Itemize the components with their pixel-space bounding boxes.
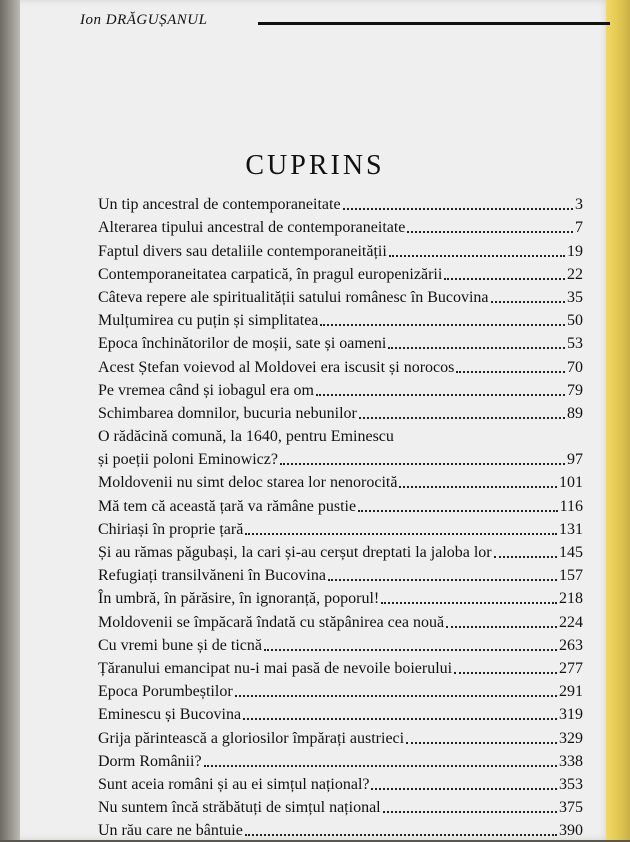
- toc-entry: [98, 587, 583, 610]
- toc-entry-page: 35: [567, 288, 583, 306]
- toc-entry-title: Cu vremi bune și de ticnă: [98, 636, 262, 654]
- toc-entry-title: Și au rămas păgubași, la cari și-au cerșut dreptati la jaloba lor: [98, 544, 492, 561]
- toc-entry: [98, 309, 583, 332]
- header-rule: [258, 22, 610, 25]
- dot-leader: [343, 208, 573, 210]
- toc-entry-title: Schimbarea domnilor, bucuria nebunilor: [98, 404, 357, 422]
- dot-leader: [320, 324, 565, 326]
- page-edges: [606, 0, 630, 840]
- toc-entry-title: Dorm Românii?: [98, 752, 202, 770]
- toc-entry-title: Un rău care ne bântuie: [98, 822, 243, 840]
- toc-entry: [98, 471, 583, 494]
- toc-entry-title: Țăranului emancipat nu-i mai pasă de nevoile boierului: [98, 659, 453, 677]
- toc-entry-title: Contemporaneitatea carpatică, în pragul europenizării: [98, 265, 443, 283]
- toc-entry: [98, 796, 583, 819]
- toc-entry-page: 79: [567, 381, 583, 399]
- toc-entry: [98, 286, 583, 309]
- toc-entry-page: 116: [559, 497, 583, 515]
- dot-leader: [444, 278, 565, 280]
- toc-entry-page: 50: [567, 312, 583, 330]
- dot-leader: [491, 301, 565, 303]
- toc-entry: [98, 355, 583, 378]
- dot-leader: [243, 718, 557, 720]
- toc-entry-page: 53: [567, 335, 583, 353]
- toc-entry-title: Grija părintească a gloriosilor împărați austrieci: [98, 729, 405, 747]
- dot-leader: [245, 533, 557, 535]
- toc-entry: [98, 239, 583, 262]
- toc-entry: [98, 494, 583, 517]
- dot-leader: [446, 626, 557, 628]
- toc-entry-page: 19: [567, 242, 583, 260]
- author-name: Ion DRĂGUȘANUL: [80, 12, 208, 28]
- toc-entry: [98, 610, 583, 633]
- toc-entry: [98, 216, 583, 239]
- toc-entry-page: 277: [559, 659, 583, 677]
- book-spine-shadow: [0, 0, 20, 840]
- toc-entry: [98, 448, 583, 471]
- toc-entry: [98, 680, 583, 703]
- toc-entry-title: și poeții poloni Eminowicz?: [98, 451, 278, 469]
- toc-entry-title: Nu suntem încă străbătuți de simțul național: [98, 799, 381, 817]
- toc-entry-page: 89: [567, 404, 583, 422]
- toc-entry: [98, 634, 583, 657]
- toc-entry: [98, 726, 583, 749]
- dot-leader: [316, 394, 565, 396]
- toc-entry-page: 263: [559, 636, 583, 654]
- dot-leader: [204, 765, 557, 767]
- dot-leader: [245, 834, 557, 836]
- toc-entry-page: 97: [567, 451, 583, 469]
- toc-entry: [98, 518, 583, 541]
- toc-entry: [98, 703, 583, 726]
- toc-entry-title: Epoca închinătorilor de moșii, sate și oameni: [98, 335, 387, 353]
- running-header: [80, 10, 610, 34]
- toc-entry-page: 224: [559, 613, 583, 631]
- toc-entry-title: Moldovenii se împăcară îndată cu stăpânirea cea nouă: [98, 613, 445, 631]
- toc-entry: [98, 263, 583, 286]
- toc-entry-page: 101: [559, 474, 583, 492]
- dot-leader: [456, 371, 565, 373]
- dot-leader: [388, 347, 565, 349]
- toc-entry-title: În umbră, în părăsire, în ignoranță, poporul!: [98, 590, 380, 608]
- toc-entry-title: Acest Ștefan voievod al Moldovei era iscusit și norocos: [98, 358, 455, 376]
- table-of-contents: [98, 193, 583, 842]
- toc-entry: [98, 773, 583, 796]
- toc-entry-page: 7: [575, 219, 583, 237]
- toc-entry-title: Refugiați transilvăneni în Bucovina: [98, 567, 326, 585]
- dot-leader: [389, 255, 565, 257]
- toc-entry-title: Chiriași în proprie țară: [98, 520, 244, 538]
- toc-entry-page: 22: [567, 265, 583, 283]
- dot-leader: [328, 579, 557, 581]
- toc-entry-title: Faptul divers sau detaliile contemporaneității: [98, 242, 387, 260]
- dot-leader: [371, 788, 557, 790]
- toc-entry-page: 390: [559, 822, 583, 840]
- toc-entry: [98, 425, 583, 448]
- toc-entry-title: Eminescu și Bucovina: [98, 706, 242, 724]
- dot-leader: [383, 811, 557, 813]
- toc-entry-title: Un tip ancestral de contemporaneitate: [98, 196, 341, 214]
- dot-leader: [399, 486, 557, 488]
- dot-leader: [381, 602, 557, 604]
- toc-entry-page: 375: [559, 799, 583, 817]
- dot-leader: [235, 695, 557, 697]
- toc-entry-page: 319: [559, 706, 583, 724]
- toc-entry-title: Mă tem că această țară va rămâne pustie: [98, 497, 357, 515]
- dot-leader: [280, 463, 565, 465]
- toc-entry-title: Câteva repere ale spiritualității satului românesc în Bucovina: [98, 288, 489, 306]
- dot-leader: [264, 649, 557, 651]
- toc-entry: [98, 541, 583, 564]
- toc-entry-page: 145: [559, 544, 583, 561]
- toc-entry: [98, 402, 583, 425]
- toc-entry-title: Sunt aceia români și au ei simțul național?: [98, 775, 370, 793]
- dot-leader: [406, 742, 557, 744]
- dot-leader: [359, 417, 565, 419]
- toc-entry-title: Moldovenii nu simt deloc starea lor nenorocită: [98, 474, 398, 492]
- toc-entry-title: Alterarea tipului ancestral de contemporaneitate: [98, 219, 406, 237]
- toc-entry-page: 70: [567, 358, 583, 376]
- toc-entry: [98, 819, 583, 842]
- toc-entry-page: 218: [559, 590, 583, 608]
- toc-entry-title: Mulțumirea cu puțin și simplitatea: [98, 312, 319, 330]
- toc-entry-page: 338: [559, 752, 583, 770]
- toc-entry-page: 131: [559, 520, 583, 538]
- toc-entry-page: 3: [575, 196, 583, 214]
- toc-entry-page: 291: [559, 683, 583, 701]
- toc-entry: [98, 193, 583, 216]
- toc-entry: [98, 332, 583, 355]
- toc-entry: [98, 750, 583, 773]
- dot-leader: [494, 556, 557, 558]
- toc-entry-page: 157: [559, 567, 583, 585]
- toc-entry: [98, 657, 583, 680]
- toc-entry-page: 329: [559, 729, 583, 747]
- toc-entry-title: Epoca Porumbeștilor: [98, 683, 233, 701]
- toc-entry-title: Pe vremea când și iobagul era om: [98, 381, 314, 399]
- toc-entry-title: O rădăcină comună, la 1640, pentru Eminescu: [98, 428, 394, 446]
- page-title: CUPRINS: [245, 150, 385, 181]
- dot-leader: [407, 231, 573, 233]
- dot-leader: [454, 672, 557, 674]
- dot-leader: [358, 510, 558, 512]
- toc-entry-page: 353: [559, 775, 583, 793]
- toc-entry: [98, 379, 583, 402]
- toc-entry: [98, 564, 583, 587]
